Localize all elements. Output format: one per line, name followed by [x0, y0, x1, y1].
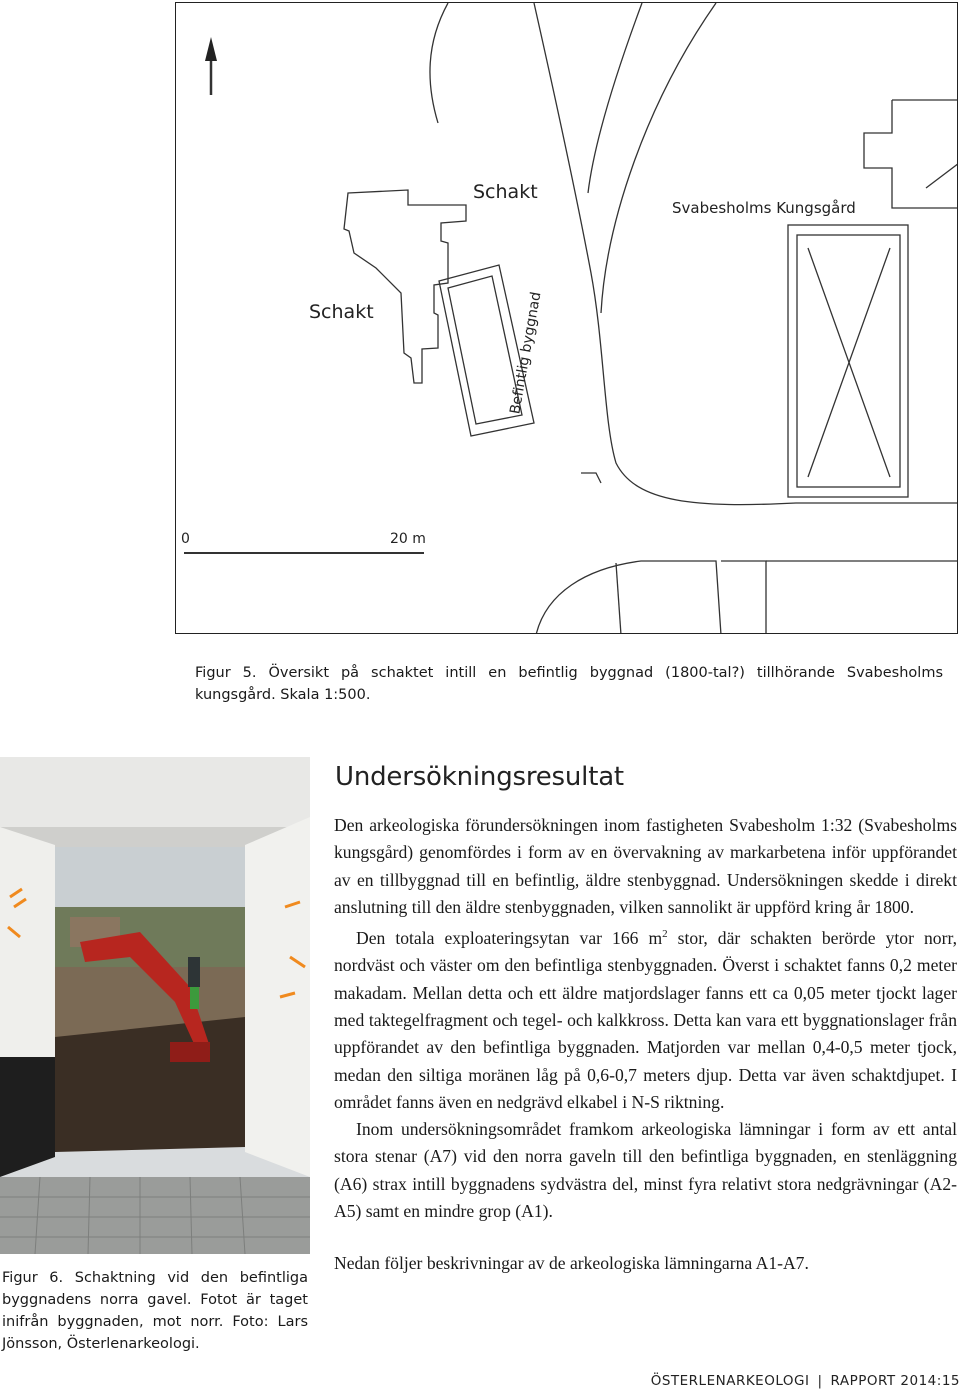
- paragraph-2-start: Den totala exploateringsytan var 166 m: [356, 928, 663, 949]
- superscript-2: 2: [662, 928, 668, 941]
- site-map: [175, 2, 958, 634]
- map-label-befintlig-byggnad: Befintlig byggnad: [507, 290, 545, 416]
- paragraph-3: Inom undersökningsområdet framkom arkeologiska lämningar i form av ett antal stora stenar (A7) vid den norra gaveln till den befintliga byggnaden, en stenläggning (A6) strax intill byggnadens sydvästra del, minst fyra relativt stora nedgrävningar (A2-A5) samt en mindre grop (A1).: [334, 1119, 957, 1222]
- map-label-schakt-top: Schakt: [473, 181, 538, 203]
- page-footer: [651, 1373, 960, 1389]
- north-arrow-icon: [205, 37, 217, 95]
- figure-6-caption: Figur 6. Schaktning vid den befintliga byggnadens norra gavel. Fotot är taget inifrån byggnaden, mot norr. Foto: Lars Jönsson, Österlenarkeologi.: [2, 1270, 308, 1352]
- map-label-schakt-left: Schakt: [309, 301, 374, 323]
- scale-label-end: 20 m: [390, 531, 426, 547]
- paragraph-2: [334, 921, 957, 1116]
- excavation-photo: [0, 757, 310, 1254]
- footer-report: RAPPORT 2014:15: [830, 1373, 960, 1389]
- figure-5-caption: Figur 5. Översikt på schaktet intill en befintlig byggnad (1800-tal?) tillhörande Svabesholms kungsgård. Skala 1:500.: [195, 665, 943, 703]
- map-label-kungsgard: Svabesholms Kungsgård: [672, 199, 856, 217]
- section-title: Undersökningsresultat: [335, 762, 624, 792]
- paragraph-1: Den arkeologiska förundersökningen inom fastigheten Svabesholm 1:32 (Svabesholms kungsgård) genomfördes i form av en övervakning av markarbetena inför uppförandet av en tillbyggnad till en befintlig, äldre stenbyggnad. Undersökningen skedde i direkt anslutning till den äldre stenbyggnaden, vilken sannolikt är uppförd kring år 1800.: [334, 815, 957, 917]
- footer-separator: |: [817, 1373, 823, 1389]
- body-text: [334, 812, 957, 1278]
- paragraph-4: Nedan följer beskrivningar av de arkeologiska lämningarna A1-A7.: [334, 1253, 809, 1274]
- scale-label-start: 0: [181, 531, 190, 547]
- map-drawing: [176, 3, 958, 634]
- paragraph-2-end: stor, där schakten berörde ytor norr, nordväst och väster om den befintliga stenbyggnaden. Överst i schaktet fanns 0,2 meter makadam. Mellan detta och ett äldre matjordslager fanns ett ca 0,05 meter tjockt lager med taktegelfragment och tegel- och kalkkross. Detta kan vara ett byggnationslager från uppförandet av den befintliga byggnaden. Matjorden var mellan 0,4-0,5 meter tjock, medan den siltiga moränen låg på 0,6-0,7 meters djup. Detta var även schaktdjupet. I området fanns även en nedgrävd elkabel i N-S riktning.: [334, 928, 957, 1112]
- footer-org: ÖSTERLENARKEOLOGI: [650, 1373, 810, 1389]
